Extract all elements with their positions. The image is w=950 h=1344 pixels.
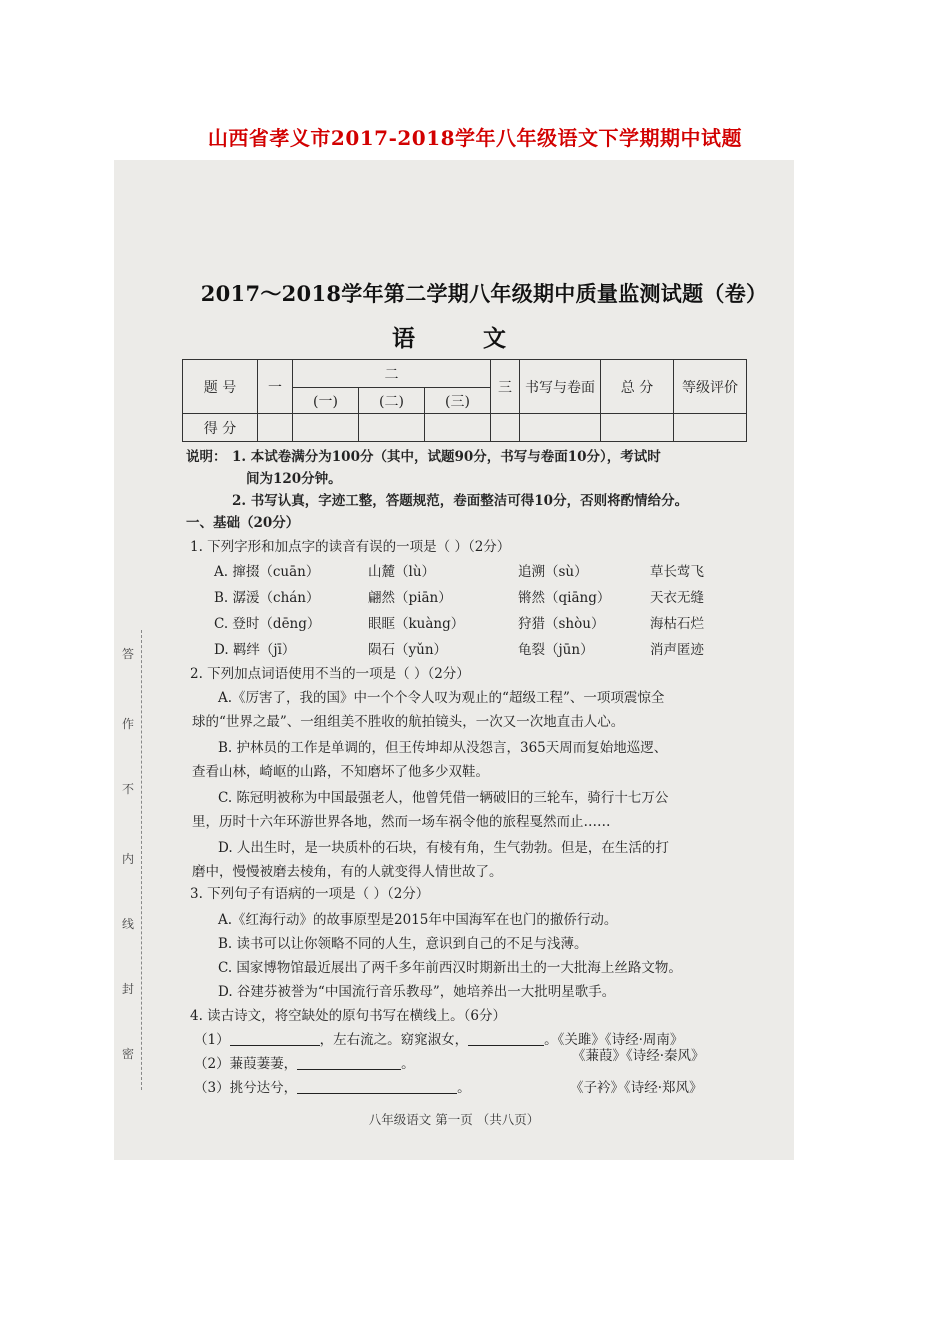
header-shuxie: 书写与卷面 (520, 360, 601, 414)
q2-line: 查看山林，崎岖的山路，不知磨坏了他多少双鞋。 (192, 764, 489, 780)
margin-char: 不 (122, 782, 135, 796)
q1-d-1: D. 羁绊（jī） (214, 642, 296, 658)
q2-line: B. 护林员的工作是单调的，但王传坤却从没怨言，365天周而复始地巡逻、 (218, 740, 668, 756)
seal-line (141, 630, 142, 1090)
q2-line: 里，历时十六年环游世界各地，然而一场车祸令他的旅程戛然而止…… (192, 814, 611, 830)
answer-blank[interactable] (297, 1079, 457, 1094)
q2-line: 磨中，慢慢被磨去棱角，有的人就变得人情世故了。 (192, 864, 503, 880)
margin-char: 内 (122, 852, 135, 866)
q4-2-label: （2）蒹葭萋萋， (194, 1056, 298, 1072)
q4-2-end: 。 (401, 1056, 415, 1072)
q2-stem: 2. 下列加点词语使用不当的一项是（ ）（2分） (190, 666, 470, 682)
header-er-2: (二) (359, 388, 425, 414)
q4-3-label: （3）挑兮达兮， (194, 1080, 298, 1096)
subject-title: 语 文 (391, 325, 536, 352)
margin-char: 密 (122, 1047, 135, 1061)
score-table (182, 359, 747, 442)
scanned-exam-page (114, 160, 794, 1160)
q2-line: D. 人出生时，是一块质朴的石块，有棱有角，生气勃勃。但是，在生活的打 (218, 840, 669, 856)
note-2: 2. 书写认真，字迹工整，答题规范，卷面整洁可得10分，否则将酌情给分。 (232, 493, 689, 509)
q2-line: A.《厉害了，我的国》中一个个令人叹为观止的“超级工程”、一项项震惊全 (218, 690, 665, 706)
answer-blank[interactable] (297, 1055, 401, 1070)
document-title: 山西省孝义市2017-2018学年八年级语文下学期期中试题 (207, 126, 743, 150)
header-er: 二 (293, 360, 491, 388)
header-er-3: (三) (425, 388, 491, 414)
note-1b: 间为120分钟。 (246, 471, 342, 487)
q1-c-4: 海枯石烂 (650, 616, 704, 632)
q1-b-1: B. 潺湲（chán） (214, 590, 320, 606)
q4-2-source: 《蒹葭》《诗经·秦风》 (572, 1048, 705, 1064)
q4-1-text: ，左右流之。窈窕淑女， (319, 1032, 469, 1048)
q4-1-label: （1） (194, 1032, 230, 1048)
score-cell (258, 414, 293, 442)
q4-1-source: 。《关雎》《诗经·周南》 (544, 1032, 684, 1048)
q1-c-1: C. 登时（dēng） (214, 616, 321, 632)
q1-stem: 1. 下列字形和加点字的读音有误的一项是（ ）（2分） (190, 539, 511, 555)
q4-item-3 (194, 1078, 471, 1098)
q1-c-2: 眼眶（kuàng） (368, 616, 465, 632)
exam-heading: 2017～2018学年第二学期八年级期中质量监测试题（卷） (200, 281, 768, 306)
q1-b-3: 锵然（qiāng） (518, 590, 611, 606)
header-zongfen: 总 分 (601, 360, 674, 414)
header-er-1: (一) (293, 388, 359, 414)
answer-blank[interactable] (230, 1031, 320, 1046)
q3-stem: 3. 下列句子有语病的一项是（ ）（2分） (190, 886, 430, 902)
header-dengji: 等级评价 (674, 360, 747, 414)
q1-a-2: 山麓（lù） (368, 564, 436, 580)
margin-char: 线 (122, 917, 135, 931)
page-footer: 八年级语文 第一页 （共八页） (368, 1112, 540, 1127)
margin-char: 作 (122, 717, 135, 731)
score-cell (520, 414, 601, 442)
q2-line: C. 陈冠明被称为中国最强老人，他曾凭借一辆破旧的三轮车，骑行十七万公 (218, 790, 669, 806)
q1-d-4: 消声匿迹 (650, 642, 704, 658)
margin-char: 答 (122, 647, 135, 661)
q4-stem: 4. 读古诗文，将空缺处的原句书写在横线上。（6分） (190, 1008, 507, 1024)
header-yi: 一 (258, 360, 293, 414)
score-cell (293, 414, 359, 442)
margin-char: 封 (122, 982, 135, 996)
score-cell (674, 414, 747, 442)
row-defen: 得 分 (183, 414, 258, 442)
q2-line: 球的“世界之最”、一组组美不胜收的航拍镜头，一次又一次地直击人心。 (192, 714, 625, 730)
q1-b-4: 天衣无缝 (650, 590, 704, 606)
q1-a-1: A. 撺掇（cuān） (214, 564, 320, 580)
header-san: 三 (491, 360, 520, 414)
header-tihao: 题 号 (183, 360, 258, 414)
score-cell (359, 414, 425, 442)
answer-blank[interactable] (468, 1031, 544, 1046)
q1-a-3: 追溯（sù） (518, 564, 588, 580)
q4-3-source: 《子衿》《诗经·郑风》 (570, 1080, 703, 1096)
q1-c-3: 狩猎（shòu） (518, 616, 605, 632)
q1-b-2: 翩然（piān） (368, 590, 452, 606)
section-1-heading: 一、基础（20分） (186, 515, 300, 531)
note-1: 1. 本试卷满分为100分（其中，试题90分，书写与卷面10分），考试时 (232, 449, 661, 465)
q3-line: D. 谷建芬被誉为“中国流行音乐教母”，她培养出一大批明星歌手。 (218, 984, 616, 1000)
q1-d-2: 陨石（yǔn） (368, 642, 448, 658)
q1-a-4: 草长莺飞 (650, 564, 704, 580)
score-cell (601, 414, 674, 442)
q4-item-2 (194, 1054, 415, 1074)
notes-label: 说明： (186, 449, 227, 465)
score-cell (491, 414, 520, 442)
q3-line: B. 读书可以让你领略不同的人生，意识到自己的不足与浅薄。 (218, 936, 588, 952)
q3-line: C. 国家博物馆最近展出了两千多年前西汉时期新出土的一大批海上丝路文物。 (218, 960, 682, 976)
q4-3-end: 。 (457, 1080, 471, 1096)
q1-d-3: 龟裂（jūn） (518, 642, 594, 658)
q3-line: A.《红海行动》的故事原型是2015年中国海军在也门的撤侨行动。 (218, 912, 618, 928)
score-cell (425, 414, 491, 442)
